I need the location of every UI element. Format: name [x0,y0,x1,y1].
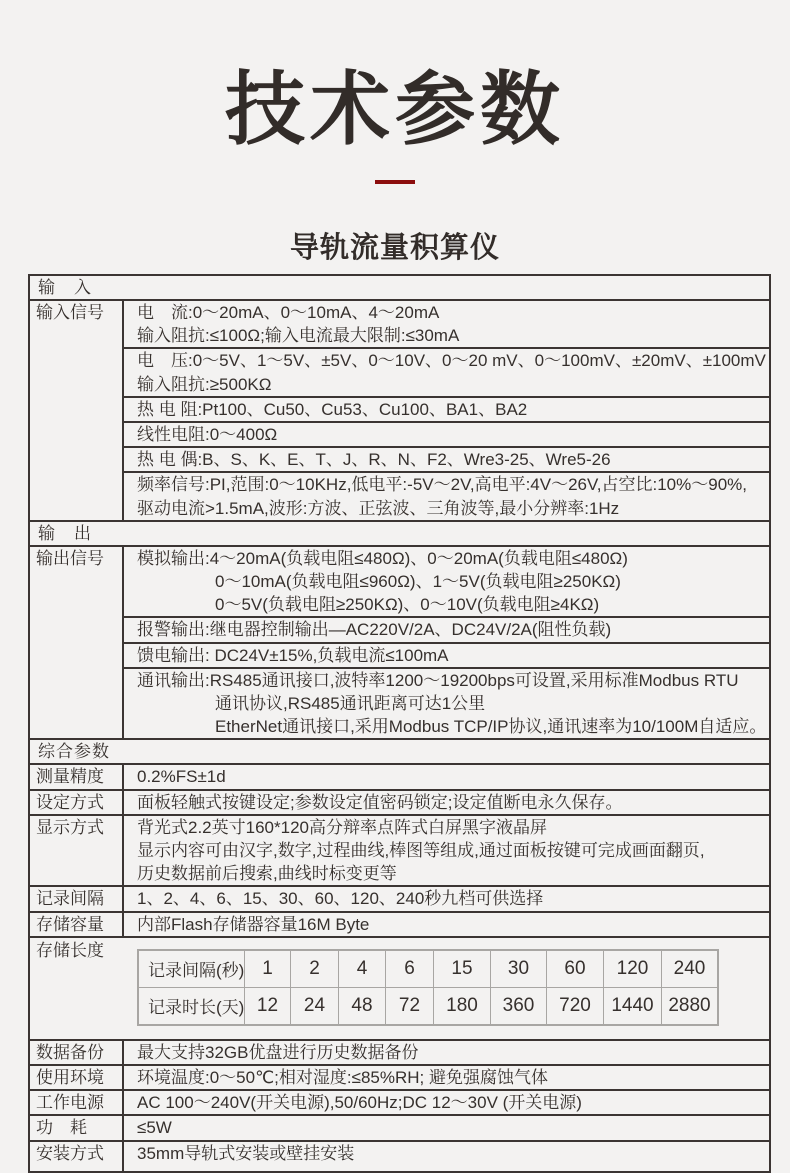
content-line: 背光式2.2英寸160*120高分辩率点阵式白屏黑字液晶屏 [137,817,547,837]
content-cell [124,1116,769,1139]
content-cell [124,547,769,617]
content-cell [124,301,769,347]
row-label: 存储长度 [36,940,104,960]
storage-table-value: 1440 [603,987,661,1024]
content-line: 输入阻抗:≥500KΩ [137,374,272,394]
row-label: 记录间隔 [30,887,124,910]
param-row [30,545,769,739]
row-content [124,913,769,936]
section-row [30,276,769,299]
content-line: 线性电阻:0～400Ω [137,424,278,444]
row-content [124,301,769,520]
row-label: 功 耗 [30,1116,124,1139]
content-line: 环境温度:0～50℃;相对湿度:≤85%RH; 避免强腐蚀气体 [137,1067,548,1087]
storage-table-header: 记录间隔(秒) [148,961,245,981]
content-cell [124,1091,769,1114]
param-row [30,1039,769,1064]
storage-table-value: 2 [290,951,338,987]
storage-table-value: 4 [338,951,385,987]
storage-table-header: 记录时长(天) [139,987,244,1024]
content-cell [124,1142,769,1171]
content-line: 面板轻触式按键设定;参数设定值密码锁定;设定值断电永久保存。 [137,792,623,812]
row-content [124,791,769,814]
param-row [30,299,769,520]
content-line: 通讯协议,RS485通讯距离可达1公里 [215,693,486,713]
row-content [124,1116,769,1139]
storage-table-value: 180 [433,987,490,1024]
storage-table-value: 48 [338,987,385,1024]
storage-table-value: 60 [546,951,603,987]
param-row [30,1140,769,1171]
content-cell [124,1066,769,1089]
content-line: 馈电输出: DC24V±15%,负载电流≤100mA [137,645,449,665]
row-label: 数据备份 [30,1041,124,1064]
storage-table-value: 2880 [661,987,717,1024]
storage-table-value: 30 [490,951,546,987]
row-content [124,765,769,788]
content-line: 通讯输出:RS485通讯接口,波特率1200～19200bps可设置,采用标准Modbus RTU [137,670,739,690]
storage-length-table [137,949,719,1026]
storage-table-value: 1 [244,951,290,987]
param-row [30,1064,769,1089]
row-label: 测量精度 [30,765,124,788]
page-title: 技术参数 [225,65,565,154]
storage-table-value: 6 [385,951,433,987]
storage-table-value: 24 [290,987,338,1024]
content-line: 显示内容可由汉字,数字,过程曲线,棒图等组成,通过面板按键可完成画面翻页, [137,840,705,860]
param-row [30,911,769,936]
content-cell [124,616,769,641]
row-content [124,1091,769,1114]
param-row [30,1114,769,1139]
param-row [30,885,769,910]
param-row [30,814,769,886]
content-cell [124,887,769,910]
content-line: ≤5W [137,1118,172,1138]
storage-table-value: 360 [490,987,546,1024]
content-line: 输入阻抗:≤100Ω;输入电流最大限制:≤30mA [137,326,460,346]
spec-table [28,274,771,1173]
content-line: 电 压:0～5V、1～5V、±5V、0～10V、0～20 mV、0～100mV、±20mV、±100mV [137,351,766,371]
content-line: 热 电 偶:B、S、K、E、T、J、R、N、F2、Wre3-25、Wre5-26 [137,450,611,470]
param-row [30,763,769,788]
content-cell [124,396,769,421]
content-cell [124,446,769,471]
storage-table-value: 120 [603,951,661,987]
row-content [124,1066,769,1089]
content-line: 报警输出:继电器控制输出—AC220V/2A、DC24V/2A(阻性负载) [137,620,612,640]
section-label: 输 入 [38,277,92,297]
content-cell [124,765,769,788]
content-line: 模拟输出:4～20mA(负载电阻≤480Ω)、0～20mA(负载电阻≤480Ω) [137,548,628,568]
row-label: 输出信号 [30,547,124,739]
content-line: 最大支持32GB优盘进行历史数据备份 [137,1042,419,1062]
storage-table-value: 72 [385,987,433,1024]
content-cell [124,421,769,446]
row-content [124,816,769,886]
section-label: 综合参数 [38,742,110,762]
row-content [124,1041,769,1064]
content-cell [124,347,769,395]
content-line: EtherNet通讯接口,采用Modbus TCP/IP协议,通讯速率为10/100M自适应。 [215,717,767,737]
row-label: 工作电源 [30,1091,124,1114]
content-line: 35mm导轨式安装或壁挂安装 [137,1143,355,1163]
row-content [124,1142,769,1171]
content-cell [124,816,769,886]
content-cell [124,791,769,814]
content-cell [124,913,769,936]
storage-table-value: 12 [244,987,290,1024]
content-line: 驱动电流>1.5mA,波形:方波、正弦波、三角波等,最小分辨率:1Hz [137,498,620,518]
storage-row [30,936,769,1026]
storage-table-value: 15 [433,951,490,987]
content-line: 历史数据前后搜索,曲线时标变更等 [137,864,397,884]
storage-table-value: 240 [661,951,717,987]
content-line: 1、2、4、6、15、30、60、120、240秒九档可供选择 [137,889,544,909]
content-line: 热 电 阻:Pt100、Cu50、Cu53、Cu100、BA1、BA2 [137,399,528,419]
section-row [30,520,769,545]
param-row [30,789,769,814]
row-label: 设定方式 [30,791,124,814]
content-line: 0.2%FS±1d [137,767,226,787]
row-label: 安装方式 [30,1142,124,1171]
storage-table-value: 720 [546,987,603,1024]
row-label: 存储容量 [30,913,124,936]
content-line: 0～5V(负载电阻≥250KΩ)、0～10V(负载电阻≥4KΩ) [215,595,600,615]
content-line: 0～10mA(负载电阻≤960Ω)、1～5V(负载电阻≥250KΩ) [215,571,621,591]
page-subtitle: 导轨流量积算仪 [289,232,500,264]
content-line: 内部Flash存储器容量16M Byte [137,914,370,934]
row-label: 显示方式 [30,816,124,886]
content-cell [124,1041,769,1064]
content-cell [124,471,769,519]
row-label: 使用环境 [30,1066,124,1089]
row-label: 输入信号 [30,301,124,520]
section-label: 输 出 [38,523,92,543]
content-line: AC 100～240V(开关电源),50/60Hz;DC 12～30V (开关电源) [137,1093,582,1113]
param-row [30,1089,769,1114]
content-cell [124,667,769,739]
row-content [124,547,769,739]
section-row [30,738,769,763]
row-content [124,887,769,910]
content-line: 电 流:0～20mA、0～10mA、4～20mA [137,302,440,322]
content-cell [124,642,769,667]
content-line: 频率信号:PI,范围:0～10KHz,低电平:-5V～2V,高电平:4V～26V,占空比:10%～90%, [137,475,747,495]
